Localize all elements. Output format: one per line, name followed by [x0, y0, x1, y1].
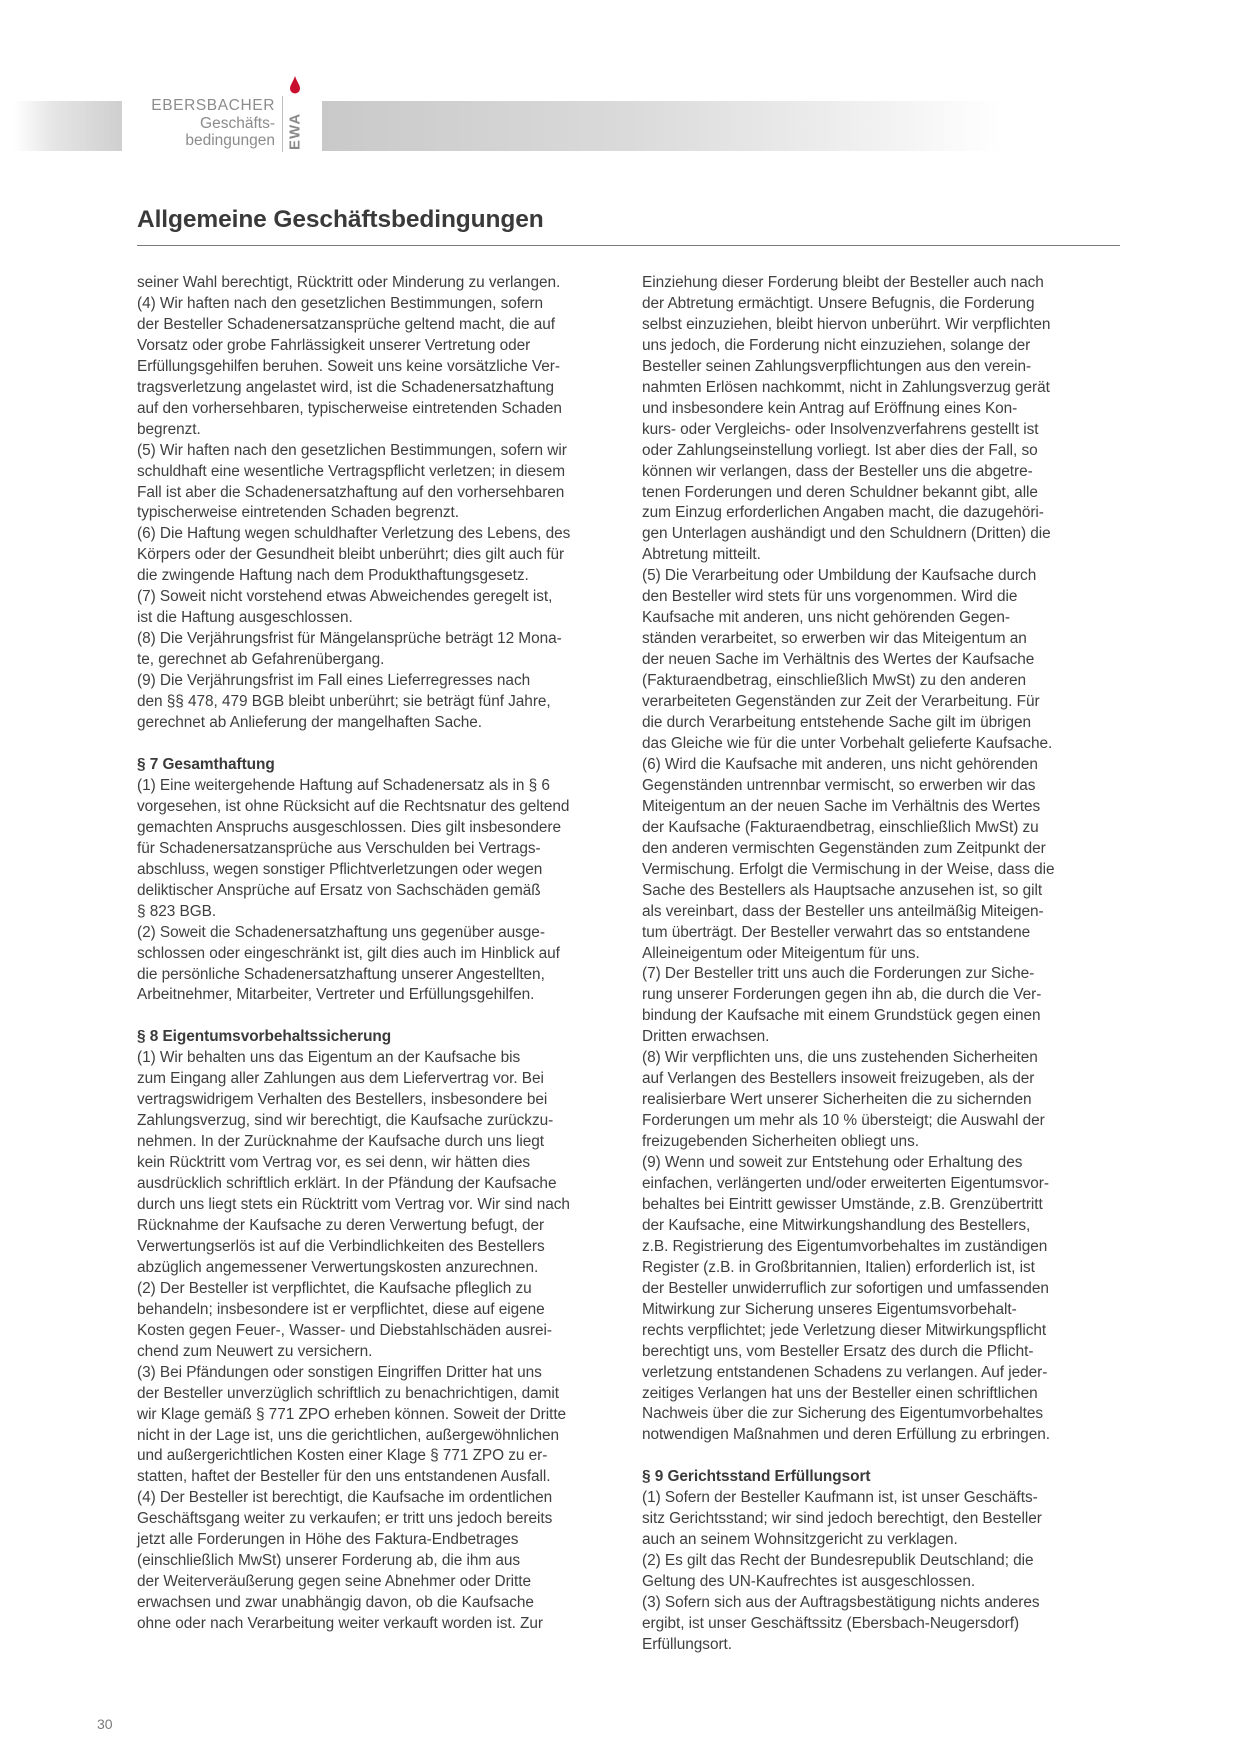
ewa-logo-letters: EWA [286, 112, 304, 150]
header-band-right [322, 101, 1002, 151]
right-column [642, 273, 1112, 1656]
section7-body: (1) Eine weitergehende Haftung auf Schadenersatz als in § 6 vorgesehen, ist ohne Rücksicht auf die Rechtsnatur des geltend gemachten Anspruchs ausgeschlossen. Dies gilt insbesondere für Schadenersatzansprüche aus Verschulden bei Vertrags- abschluss, wegen sonstiger Pflichtverletzungen oder wegen deliktischer Ansprüche auf Ersatz von Sachschäden gemäß § 823 BGB. (2) Soweit die Schadenersatzhaftung uns gegenüber ausge- schlossen oder eingeschränkt ist, gilt dies auch im Hinblick auf die persönliche Schadenersatzhaftung unserer Angestellten, Arbeitnehmer, Mitarbeiter, Vertreter und Erfüllungsgehilfen. [137, 776, 570, 1004]
left-column [137, 273, 617, 1635]
ewa-logo-icon [284, 74, 306, 154]
section8-continuation: Einziehung dieser Forderung bleibt der Besteller auch nach der Abtretung ermächtigt. Unsere Befugnis, die Forderung selbst einzuziehen, bleibt hiervon unberührt. Wir verpflichten uns jedoch, die Forderung nicht einzuziehen, solange der Besteller seinen Zahlungsverpflichtungen aus den verein- nahmten Erlösen nachkommt, nicht in Zahlungsverzug gerät und insbesondere kein Antrag auf Eröffnung eines Kon- kurs- oder Vergleichs- oder Insolvenzverfahrens gestellt ist oder Zahlungseinstellung vorliegt. Ist aber dies der Fall, so können wir verlangen, dass der Besteller uns die abgetre- tenen Forderungen und deren Schuldner bekannt gibt, alle zum Einzug erforderlichen Angaben macht, die dazugehöri- gen Unterlagen aushändigt und den Schuldnern (Dritten) die Abtretung mitteilt. (5) Die Verarbeitung oder Umbildung der Kaufsache durch den Besteller wird stets für uns vorgenommen. Wird die Kaufsache mit anderen, uns nicht gehörenden Gegen- ständen verarbeitet, so erwerben wir das Miteigentum an der neuen Sache im Verhältnis des Wertes der Kaufsache (Fakturaendbetrag, einschließlich MwSt) zu den anderen verarbeiteten Gegenständen zur Zeit der Verarbeitung. Für die durch Verarbeitung entstehende Sache gilt im übrigen das Gleiche wie für die unter Vorbehalt gelieferte Kaufsache. (6) Wird die Kaufsache mit anderen, uns nicht gehörenden Gegenständen untrennbar vermischt, so erwerben wir das Miteigentum an der neuen Sache im Verhältnis des Wertes der Kaufsache (Fakturaendbetrag, einschließlich MwSt) zu den anderen vermischten Gegenständen zum Zeitpunkt der Vermischung. Erfolgt die Vermischung in der Weise, dass die Sache des Bestellers als Hauptsache anzusehen ist, so gilt als vereinbart, dass der Besteller uns anteilmäßig Miteigen- tum überträgt. Der Besteller verwahrt das so entstandene Alleineigentum oder Miteigentum für uns. (7) Der Besteller tritt uns auch die Forderungen zur Siche- rung unserer Forderungen gegen ihn ab, die durch die Ver- bindung der Kaufsache mit einem Grundstück gegen einen Dritten erwachsen. (8) Wir verpflichten uns, die uns zustehenden Sicherheiten auf Verlangen des Bestellers insoweit freizugeben, als der realisierbare Wert unserer Sicherheiten die zu sichernden Forderungen um mehr als 10 % übersteigt; die Auswahl der freizugebenden Sicherheiten obliegt uns. (9) Wenn und soweit zur Entstehung oder Erhaltung des einfachen, verlängerten und/oder erweiterten Eigentumsvor- behaltes bei Eintritt gewisser Umstände, z.B. Grenzübertritt der Kaufsache, eine Mitwirkungshandlung des Bestellers, z.B. Registrierung des Eigentumvorbehaltes im zuständigen Register (z.B. in Großbritannien, Italien) erforderlich ist, ist der Besteller unwiderruflich zur sofortigen und umfassenden Mitwirkung zur Sicherung unseres Eigentumsvorbehalt- rechts verpflichtet; jede Verletzung dieser Mitwirkungspflicht berechtigt uns, vom Besteller Ersatz des durch die Pflicht- verletzung entstandenen Schadens zu verlangen. Auf jeder- zeitiges Verlangen hat uns der Besteller einen schriftlichen Nachweis über die zur Sicherung des Eigentumvorbehaltes notwendigen Maßnahmen und deren Erfüllung zu erbringen. [642, 274, 1055, 1444]
header-band-left [14, 101, 122, 151]
logo-divider [282, 96, 283, 152]
logo-subtitle-line1: Geschäfts- [200, 114, 275, 132]
section7-heading: § 7 Gesamthaftung [137, 755, 275, 773]
section8-heading: § 8 Eigentumsvorbehaltssicherung [137, 1028, 392, 1046]
company-logo-text [151, 97, 275, 150]
section6-continuation: seiner Wahl berechtigt, Rücktritt oder Minderung zu verlangen. (4) Wir haften nach den gesetzlichen Bestimmungen, sofern der Besteller Schadenersatzansprüche geltend macht, die auf Vorsatz oder grobe Fahrlässigkeit unserer Vertretung oder Erfüllungsgehilfen beruhen. Soweit uns keine vorsätzliche Ver- tragsverletzung angelastet wird, ist die Schadenersatzhaftung auf den vorhersehbaren, typischerweise eintretenden Schaden begrenzt. (5) Wir haften nach den gesetzlichen Bestimmungen, sofern wir schuldhaft eine wesentliche Vertragspflicht verletzen; in diesem Fall ist aber die Schadenersatzhaftung auf den vorhersehbaren typischerweise eintretenden Schaden begrenzt. (6) Die Haftung wegen schuldhafter Verletzung des Lebens, des Körpers oder der Gesundheit bleibt unberührt; dies gilt auch für die zwingende Haftung nach dem Produkthaftungsgesetz. (7) Soweit nicht vorstehend etwas Abweichendes geregelt ist, ist die Haftung ausgeschlossen. (8) Die Verjährungsfrist für Mängelansprüche beträgt 12 Mona- te, gerechnet ab Gefahrenübergang. (9) Die Verjährungsfrist im Fall eines Lieferregresses nach den §§ 478, 479 BGB bleibt unberührt; sie beträgt fünf Jahre, gerechnet ab Anlieferung der mangelhaften Sache. [137, 274, 571, 732]
drop-icon [290, 76, 300, 94]
title-divider [137, 245, 1120, 246]
logo-subtitle-line2: bedingungen [185, 132, 275, 149]
section9-body: (1) Sofern der Besteller Kaufmann ist, ist unser Geschäfts- sitz Gerichtsstand; wir sind jedoch berechtigt, den Besteller auch an seinem Wohnsitzgericht zu verklagen. (2) Es gilt das Recht der Bundesrepublik Deutschland; die Geltung des UN-Kaufrechtes ist ausgeschlossen. (3) Sofern sich aus der Auftragsbestätigung nichts anderes ergibt, ist unser Geschäftssitz (Ebersbach-Neugersdorf) Erfüllungsort. [642, 1489, 1042, 1653]
page-number: 30 [97, 1716, 113, 1732]
brand-name: EBERSBACHER [151, 97, 275, 114]
section8-body: (1) Wir behalten uns das Eigentum an der Kaufsache bis zum Eingang aller Zahlungen aus dem Liefervertrag vor. Bei vertragswidrigem Verhalten des Bestellers, insbesondere bei Zahlungsverzug, sind wir berechtigt, die Kaufsache zurückzu- nehmen. In der Zurücknahme der Kaufsache durch uns liegt kein Rücktritt vom Vertrag vor, es sei denn, wir hätten dies ausdrücklich schriftlich erklärt. In der Pfändung der Kaufsache durch uns liegt stets ein Rücktritt vom Vertrag vor. Wir sind nach Rücknahme der Kaufsache zu deren Verwertung befugt, der Verwertungserlös ist auf die Verbindlichkeiten des Bestellers abzüglich angemessener Verwertungskosten anzurechnen. (2) Der Besteller ist verpflichtet, die Kaufsache pfleglich zu behandeln; insbesondere ist er verpflichtet, diese auf eigene Kosten gegen Feuer-, Wasser- und Diebstahlschäden ausrei- chend zum Neuwert zu versichern. (3) Bei Pfändungen oder sonstigen Eingriffen Dritter hat uns der Besteller unverzüglich schriftlich zu benachrichtigen, damit wir Klage gemäß § 771 ZPO erheben können. Soweit der Dritte nicht in der Lage ist, uns die gerichtlichen, außergewöhnlichen und außergerichtlichen Kosten einer Klage § 771 ZPO zu er- statten, haftet der Besteller für den uns entstandenen Ausfall. (4) Der Besteller ist berechtigt, die Kaufsache im ordentlichen Geschäftsgang weiter zu verkaufen; er tritt uns jedoch bereits jetzt alle Forderungen in Höhe des Faktura-Endbetrages (einschließlich MwSt) unserer Forderung ab, die ihm aus der Weiterveräußerung gegen seine Abnehmer oder Dritte erwachsen und zwar unabhängig davon, ob die Kaufsache ohne oder nach Verarbeitung weiter verkauft worden ist. Zur [137, 1049, 570, 1633]
page-title: Allgemeine Geschäftsbedingungen [137, 206, 544, 233]
section9-heading: § 9 Gerichtsstand Erfüllungsort [642, 1468, 871, 1486]
